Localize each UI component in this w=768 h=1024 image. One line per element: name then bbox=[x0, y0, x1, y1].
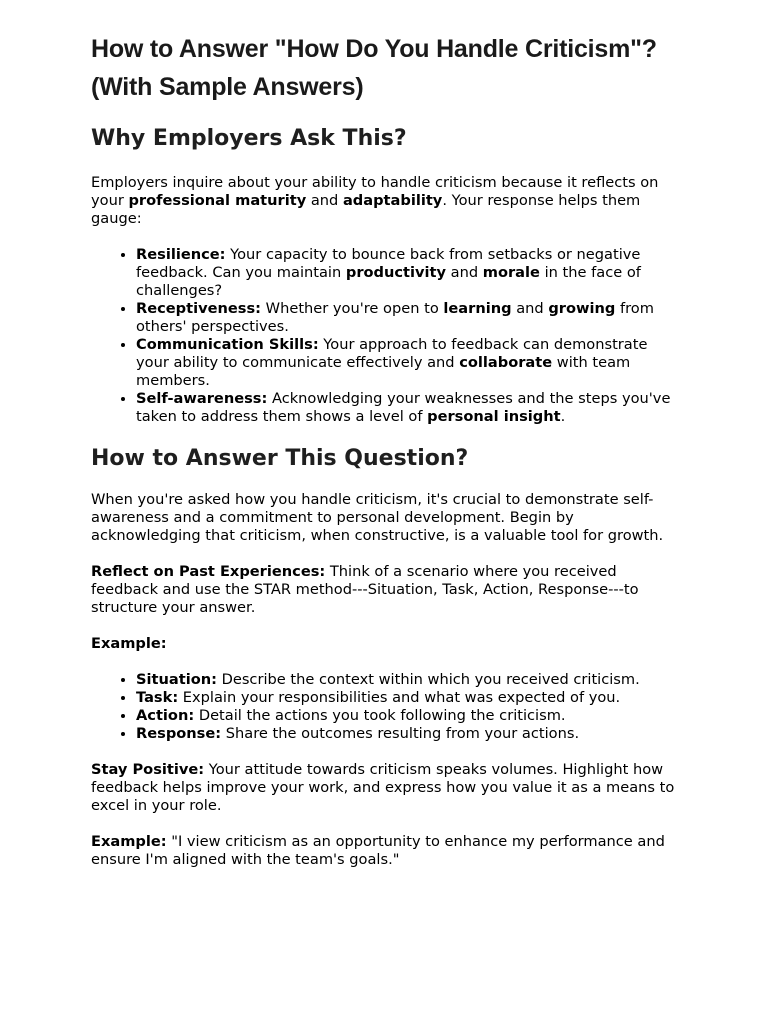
text-run: and bbox=[511, 300, 549, 317]
section-heading-why: Why Employers Ask This? bbox=[91, 126, 407, 151]
text-run: Employers inquire about your ability to handle criticism because it reflects on your bbox=[91, 174, 659, 209]
text-run: in the face of challenges? bbox=[136, 264, 641, 299]
reflect-paragraph bbox=[91, 563, 677, 617]
list-item-response bbox=[136, 725, 677, 743]
text-run: from others' perspectives. bbox=[136, 300, 654, 335]
bold-term: collaborate bbox=[459, 354, 553, 371]
item-label: Response: bbox=[136, 725, 222, 742]
list-item-task bbox=[136, 689, 677, 707]
list-item-communication bbox=[136, 336, 677, 390]
bold-term: learning bbox=[443, 300, 512, 317]
paragraph-label: Stay Positive: bbox=[91, 761, 205, 778]
paragraph-label: Reflect on Past Experiences: bbox=[91, 563, 326, 580]
paragraph-label: Example: bbox=[91, 833, 167, 850]
example-heading bbox=[91, 635, 677, 653]
bold-term: growing bbox=[548, 300, 616, 317]
list-item-self-awareness bbox=[136, 390, 677, 426]
bold-term: personal insight bbox=[427, 408, 561, 425]
text-run: Describe the context within which you received criticism. bbox=[216, 671, 640, 688]
page-title: How to Answer "How Do You Handle Criticism"? (With Sample Answers) bbox=[91, 35, 657, 101]
section-heading-how: How to Answer This Question? bbox=[91, 446, 469, 471]
text-run: Your capacity to bounce back from setbacks or negative feedback. Can you maintain bbox=[136, 246, 641, 281]
list-item-action bbox=[136, 707, 677, 725]
paragraph-label: Example: bbox=[91, 635, 167, 652]
item-label: Action: bbox=[136, 707, 195, 724]
item-label: Self-awareness: bbox=[136, 390, 268, 407]
text-run: Detail the actions you took following the criticism. bbox=[194, 707, 566, 724]
stay-positive-paragraph bbox=[91, 761, 677, 815]
item-label: Communication Skills: bbox=[136, 336, 319, 353]
bold-term: professional maturity bbox=[128, 192, 307, 209]
text-run: . bbox=[560, 408, 566, 425]
list-item-resilience bbox=[136, 246, 677, 300]
how-intro-paragraph: When you're asked how you handle criticism, it's crucial to demonstrate self-awareness and a commitment to personal development. Begin by acknowledging that criticism, when constructive, is a valuable tool for growth. bbox=[91, 491, 664, 544]
item-label: Receptiveness: bbox=[136, 300, 262, 317]
example-quote-paragraph bbox=[91, 833, 677, 869]
text-run: Acknowledging your weaknesses and the steps you've taken to address them shows a level of bbox=[136, 390, 671, 425]
text-run: and bbox=[446, 264, 483, 281]
item-label: Task: bbox=[136, 689, 179, 706]
text-run: Explain your responsibilities and what was expected of you. bbox=[178, 689, 621, 706]
text-run: Share the outcomes resulting from your actions. bbox=[221, 725, 580, 742]
bold-term: productivity bbox=[345, 264, 447, 281]
text-run: Whether you're open to bbox=[261, 300, 444, 317]
bold-term: morale bbox=[482, 264, 540, 281]
item-label: Resilience: bbox=[136, 246, 226, 263]
list-item-situation bbox=[136, 671, 677, 689]
list-item-receptiveness bbox=[136, 300, 677, 336]
text-run: with team members. bbox=[136, 354, 631, 389]
star-method-list bbox=[91, 671, 677, 743]
why-reasons-list bbox=[91, 246, 677, 426]
text-run: "I view criticism as an opportunity to enhance my performance and ensure I'm aligned with the team's goals." bbox=[91, 833, 665, 868]
text-run: . Your response helps them gauge: bbox=[91, 192, 641, 227]
bold-term: adaptability bbox=[342, 192, 443, 209]
why-intro-paragraph bbox=[91, 174, 677, 228]
text-run: Your attitude towards criticism speaks volumes. Highlight how feedback helps improve your work, and express how you value it as a means to excel in your role. bbox=[91, 761, 675, 814]
text-run: Your approach to feedback can demonstrate your ability to communicate effectively and bbox=[136, 336, 648, 371]
text-run: and bbox=[306, 192, 343, 209]
item-label: Situation: bbox=[136, 671, 217, 688]
text-run: Think of a scenario where you received feedback and use the STAR method---Situation, Task, Action, Response---to structure your answer. bbox=[91, 563, 639, 616]
